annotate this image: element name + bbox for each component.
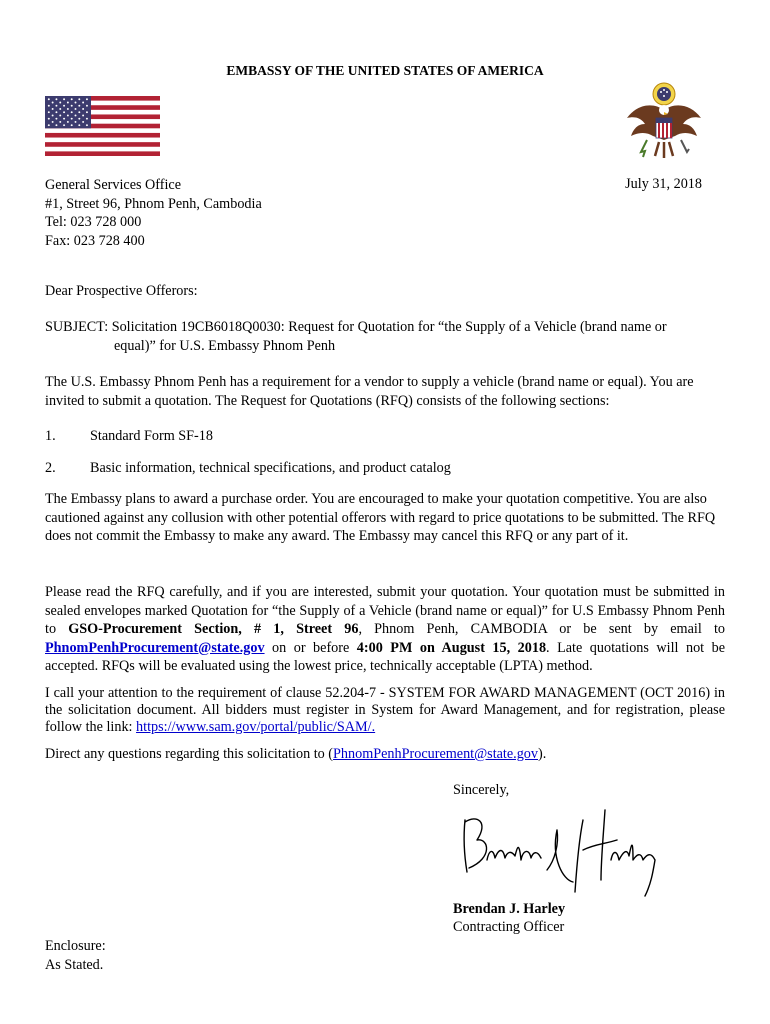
letter-date: July 31, 2018 <box>625 176 702 192</box>
section-text: Standard Form SF-18 <box>90 428 213 444</box>
sender-address <box>45 176 262 250</box>
subject-text-line2: equal)” for U.S. Embassy Phnom Penh <box>114 337 336 354</box>
sam-registration-link[interactable]: https://www.sam.gov/portal/public/SAM/. <box>136 719 376 735</box>
submission-text-2: , Phnom Penh, CAMBODIA or be sent by email to <box>358 621 725 637</box>
questions-email-link[interactable]: PhnomPenhProcurement@state.gov <box>333 746 538 762</box>
section-number: 1. <box>45 428 56 444</box>
sender-office: General Services Office <box>45 177 182 193</box>
us-flag-icon <box>45 96 160 156</box>
submission-text-4: . Late quotations will not be accepted. RFQs will be evaluated using the lowest price, technically acceptable (LPTA) method. <box>45 639 725 674</box>
submission-text-3: on or before <box>264 639 357 656</box>
section-number: 2. <box>45 460 56 476</box>
intro-paragraph: The U.S. Embassy Phnom Penh has a requirement for a vendor to supply a vehicle (brand name or equal). You are invited to submit a quotation. The Request for Quotations (RFQ) consists of the following sections: <box>45 374 694 409</box>
award-paragraph: The Embassy plans to award a purchase order. You are encouraged to make your quotation competitive. You are also cautioned against any collusion with other potential offerors with regard to price quotations to be submitted. The RFQ does not commit the Embassy to make any award. The Embassy may cancel this RFQ or any part of it. <box>45 491 716 544</box>
signatory-title: Contracting Officer <box>453 919 565 935</box>
submission-text-1: Please read the RFQ carefully, and if you are interested, submit your quotation. Your quotation must be submitted in sealed envelopes marked Quotation for “the Supply of a Vehicle (brand name or equal)” for U.S Embassy Phnom Penh to <box>45 584 725 637</box>
enclosure-value: As Stated. <box>45 957 104 973</box>
sam-text: I call your attention to the requirement of clause 52.204-7 - SYSTEM FOR AWARD MANAGEMENT (OCT 2016) in the solicitation document. All bidders must register in System for Award Management, and for registration, please follow the link: <box>45 685 725 735</box>
sender-street: #1, Street 96, Phnom Penh, Cambodia <box>45 195 262 212</box>
subject-line <box>45 318 725 355</box>
submission-deadline: 4:00 PM on August 15, 2018 <box>356 639 547 656</box>
submission-address: GSO-Procurement Section, # 1, Street 96 <box>68 621 359 637</box>
handwritten-signature <box>455 800 680 900</box>
section-text: Basic information, technical specifications, and product catalog <box>90 460 451 476</box>
questions-paragraph <box>45 745 725 764</box>
great-seal-icon <box>623 80 705 166</box>
sender-fax: Fax: 023 728 400 <box>45 232 145 249</box>
letterhead-title: EMBASSY OF THE UNITED STATES OF AMERICA <box>226 63 544 78</box>
questions-prefix: Direct any questions regarding this solicitation to ( <box>45 746 334 762</box>
sender-tel: Tel: 023 728 000 <box>45 214 142 230</box>
salutation: Dear Prospective Offerors: <box>45 283 198 299</box>
procurement-email-link[interactable]: PhnomPenhProcurement@state.gov <box>45 639 265 656</box>
closing: Sincerely, <box>453 782 510 798</box>
sam-paragraph <box>45 685 725 736</box>
subject-text-line1: Solicitation 19CB6018Q0030: Request for Quotation for “the Supply of a Vehicle (brand name or <box>111 319 667 335</box>
questions-suffix: ). <box>538 746 547 762</box>
subject-label: SUBJECT: <box>45 319 109 335</box>
enclosure-label: Enclosure: <box>45 938 106 954</box>
submission-paragraph <box>45 583 725 676</box>
signatory-name: Brendan J. Harley <box>453 901 566 917</box>
